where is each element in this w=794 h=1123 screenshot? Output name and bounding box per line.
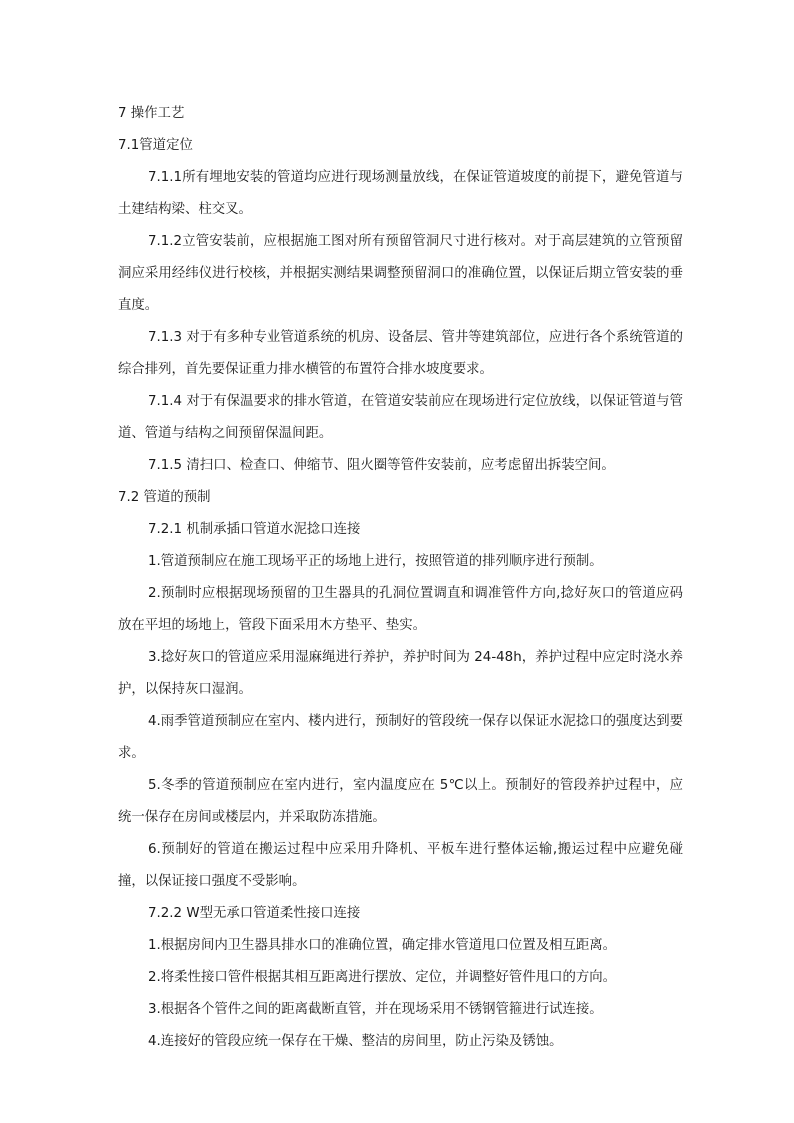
body-paragraph: 7.1.1所有埋地安装的管道均应进行现场测量放线，在保证管道坡度的前提下，避免管道与土建结构梁、柱交叉。 <box>118 170 683 217</box>
body-paragraph: 4.雨季管道预制应在室内、楼内进行，预制好的管段统一保存以保证水泥捻口的强度达到要求。 <box>118 714 684 761</box>
document-page <box>118 98 683 1058</box>
subsection-heading: 7.1管道定位 <box>118 138 193 153</box>
body-paragraph: 1.根据房间内卫生器具排水口的准确位置，确定排水管道甩口位置及相互距离。 <box>148 938 617 953</box>
subsection-heading: 7.2 管道的预制 <box>118 490 211 505</box>
body-paragraph: 7.1.2立管安装前，应根据施工图对所有预留管洞尺寸进行核对。对于高层建筑的立管预留洞应采用经纬仪进行校核，并根据实测结果调整预留洞口的准确位置，以保证后期立管安装的垂直度。 <box>118 234 683 313</box>
body-paragraph: 3.根据各个管件之间的距离截断直管，并在现场采用不锈钢管箍进行试连接。 <box>148 1002 603 1017</box>
body-paragraph: 7.1.4 对于有保温要求的排水管道，在管道安装前应在现场进行定位放线，以保证管道与管道、管道与结构之间预留保温间距。 <box>118 394 683 441</box>
body-paragraph: 2.预制时应根据现场预留的卫生器具的孔洞位置调直和调准管件方向,捻好灰口的管道应码放在平坦的场地上，管段下面采用木方垫平、垫实。 <box>118 586 683 633</box>
body-paragraph: 2.将柔性接口管件根据其相互距离进行摆放、定位，并调整好管件甩口的方向。 <box>148 970 617 985</box>
body-paragraph: 7.2.2 W型无承口管道柔性接口连接 <box>148 906 361 921</box>
body-paragraph: 1.管道预制应在施工现场平正的场地上进行，按照管道的排列顺序进行预制。 <box>148 554 603 569</box>
body-paragraph: 4.连接好的管段应统一保存在干燥、整洁的房间里，防止污染及锈蚀。 <box>148 1034 563 1049</box>
body-paragraph: 3.捻好灰口的管道应采用湿麻绳进行养护，养护时间为 24-48h，养护过程中应定时浇水养护，以保持灰口湿润。 <box>118 650 683 697</box>
section-heading: 7 操作工艺 <box>118 106 185 121</box>
body-paragraph: 7.1.5 清扫口、检查口、伸缩节、阻火圈等管件安装前，应考虑留出拆装空间。 <box>148 458 615 473</box>
body-paragraph: 7.2.1 机制承插口管道水泥捻口连接 <box>148 522 361 537</box>
body-paragraph: 5.冬季的管道预制应在室内进行，室内温度应在 5℃以上。预制好的管段养护过程中，应统一保存在房间或楼层内，并采取防冻措施。 <box>118 778 683 825</box>
body-paragraph: 6.预制好的管道在搬运过程中应采用升降机、平板车进行整体运输,搬运过程中应避免碰撞，以保证接口强度不受影响。 <box>118 842 683 889</box>
body-paragraph: 7.1.3 对于有多种专业管道系统的机房、设备层、管井等建筑部位，应进行各个系统管道的综合排列，首先要保证重力排水横管的布置符合排水坡度要求。 <box>118 330 683 377</box>
